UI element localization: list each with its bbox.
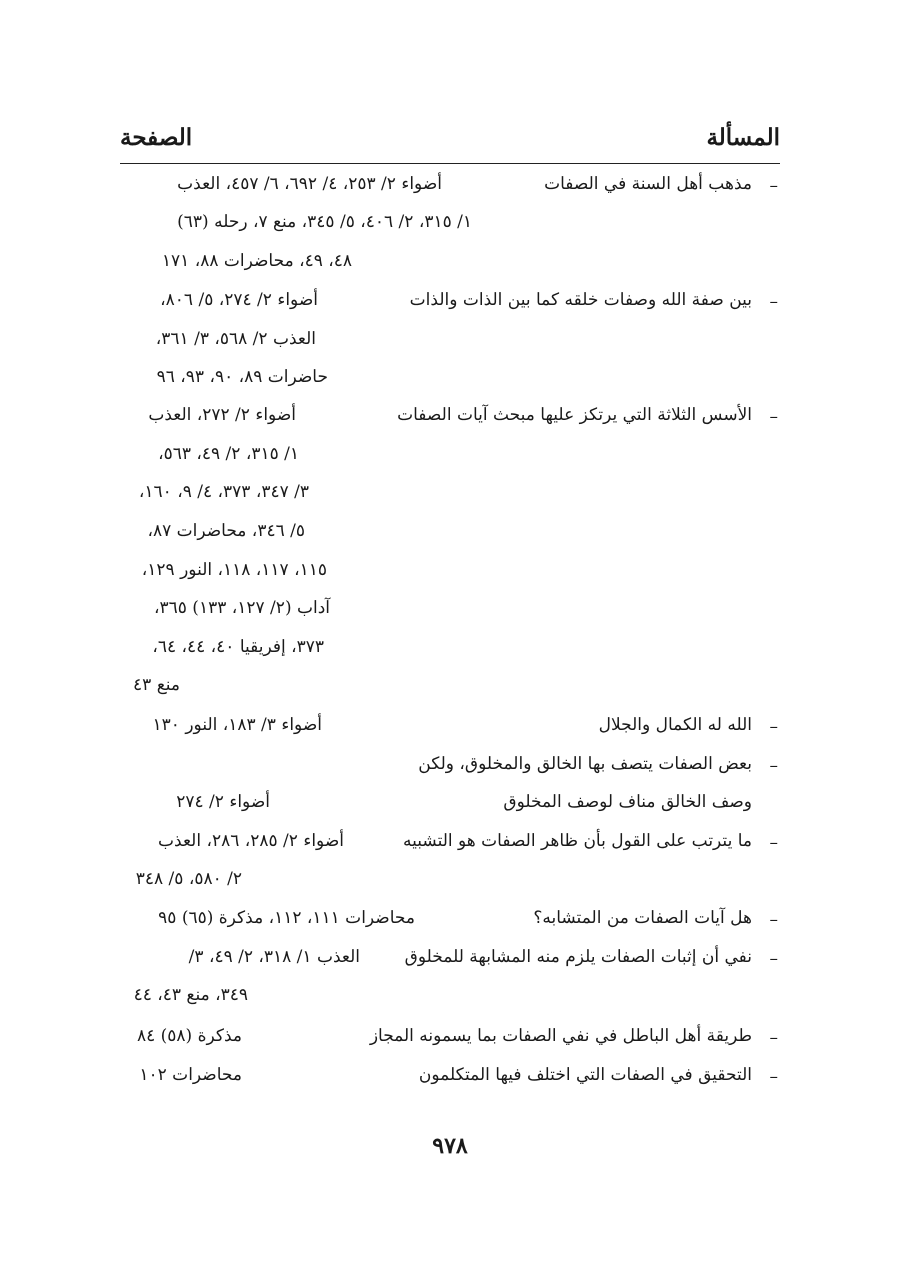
entry-issue: مذهب أهل السنة في الصفات (544, 174, 752, 194)
entry-ref: ١/ ٣١٥، ٢/ ٤٩، ٥٦٣، (158, 444, 299, 464)
header-divider (120, 163, 780, 164)
entry-issue: بعض الصفات يتصف بها الخالق والمخلوق، ولكن (418, 754, 752, 774)
entry-ref: العذب ١/ ٣١٨، ٢/ ٤٩، ٣/ (188, 947, 360, 967)
entry-ref: ١/ ٣١٥، ٢/ ٤٠٦، ٥/ ٣٤٥، منع ٧، رحله (٦٣) (177, 212, 472, 232)
entry-ref: ٣/ ٣٤٧، ٣٧٣، ٤/ ٩، ١٦٠، (138, 482, 309, 502)
entry-ref: ٢/ ٥٨٠، ٥/ ٣٤٨ (135, 869, 242, 889)
entry-bullet: – (769, 910, 778, 930)
entry-ref: مذكرة (٥٨) ٨٤ (136, 1026, 242, 1046)
entry-issue: هل آيات الصفات من المتشابه؟ (533, 908, 752, 928)
entry-bullet: – (769, 1028, 778, 1048)
entry-ref: محاضرات ١٠٢ (139, 1065, 242, 1085)
entry-ref: ٤٨، ٤٩، محاضرات ٨٨، ١٧١ (161, 251, 352, 271)
entry-ref: حاضرات ٨٩، ٩٠، ٩٣، ٩٦ (156, 367, 328, 387)
entry-ref: محاضرات ١١١، ١١٢، مذكرة (٦٥) ٩٥ (158, 908, 415, 928)
page-number: ٩٧٨ (432, 1133, 468, 1159)
entry-issue: بين صفة الله وصفات خلقه كما بين الذات والذات (409, 290, 752, 310)
entry-ref: ٣٧٣، إفريقيا ٤٠، ٤٤، ٦٤، (152, 637, 324, 657)
entry-ref: أضواء ٣/ ١٨٣، النور ١٣٠ (152, 715, 322, 735)
entry-issue: نفي أن إثبات الصفات يلزم منه المشابهة للمخلوق (404, 947, 752, 967)
entry-bullet: – (769, 1067, 778, 1087)
entry-ref: ٣٤٩، منع ٤٣، ٤٤ (133, 985, 248, 1005)
entry-ref: ١١٥، ١١٧، ١١٨، النور ١٢٩، (141, 560, 327, 580)
entry-ref: العذب ٢/ ٥٦٨، ٣/ ٣٦١، (155, 329, 316, 349)
entry-bullet: – (769, 949, 778, 969)
entry-issue: الأسس الثلاثة التي يرتكز عليها مبحث آيات الصفات (397, 405, 752, 425)
entry-ref: أضواء ٢/ ٢٧٤ (176, 792, 270, 812)
entry-bullet: – (769, 756, 778, 776)
entry-bullet: – (769, 176, 778, 196)
entry-ref: آداب (٢/ ١٢٧، ١٣٣) ٣٦٥، (154, 598, 330, 618)
entry-issue: ما يترتب على القول بأن ظاهر الصفات هو التشبيه (403, 831, 752, 851)
entry-issue: الله له الكمال والجلال (598, 715, 752, 735)
entry-bullet: – (769, 407, 778, 427)
entry-bullet: – (769, 292, 778, 312)
entry-issue: طريقة أهل الباطل في نفي الصفات بما يسمونه المجاز (369, 1026, 752, 1046)
column-header-issue: المسألة (706, 124, 780, 151)
entry-issue-continuation: وصف الخالق مناف لوصف المخلوق (503, 792, 752, 812)
entry-ref: أضواء ٢/ ٢٧٢، العذب (148, 405, 296, 425)
entry-ref: ٥/ ٣٤٦، محاضرات ٨٧، (147, 521, 305, 541)
entry-ref: أضواء ٢/ ٢٥٣، ٤/ ٦٩٢، ٦/ ٤٥٧، العذب (177, 174, 442, 194)
entry-ref: أضواء ٢/ ٢٧٤، ٥/ ٨٠٦، (160, 290, 318, 310)
entry-bullet: – (769, 833, 778, 853)
entry-issue: التحقيق في الصفات التي اختلف فيها المتكلمون (418, 1065, 752, 1085)
entry-bullet: – (769, 717, 778, 737)
entry-ref: أضواء ٢/ ٢٨٥، ٢٨٦، العذب (158, 831, 344, 851)
column-header-page: الصفحة (120, 124, 193, 151)
entry-ref: منع ٤٣ (133, 675, 180, 695)
